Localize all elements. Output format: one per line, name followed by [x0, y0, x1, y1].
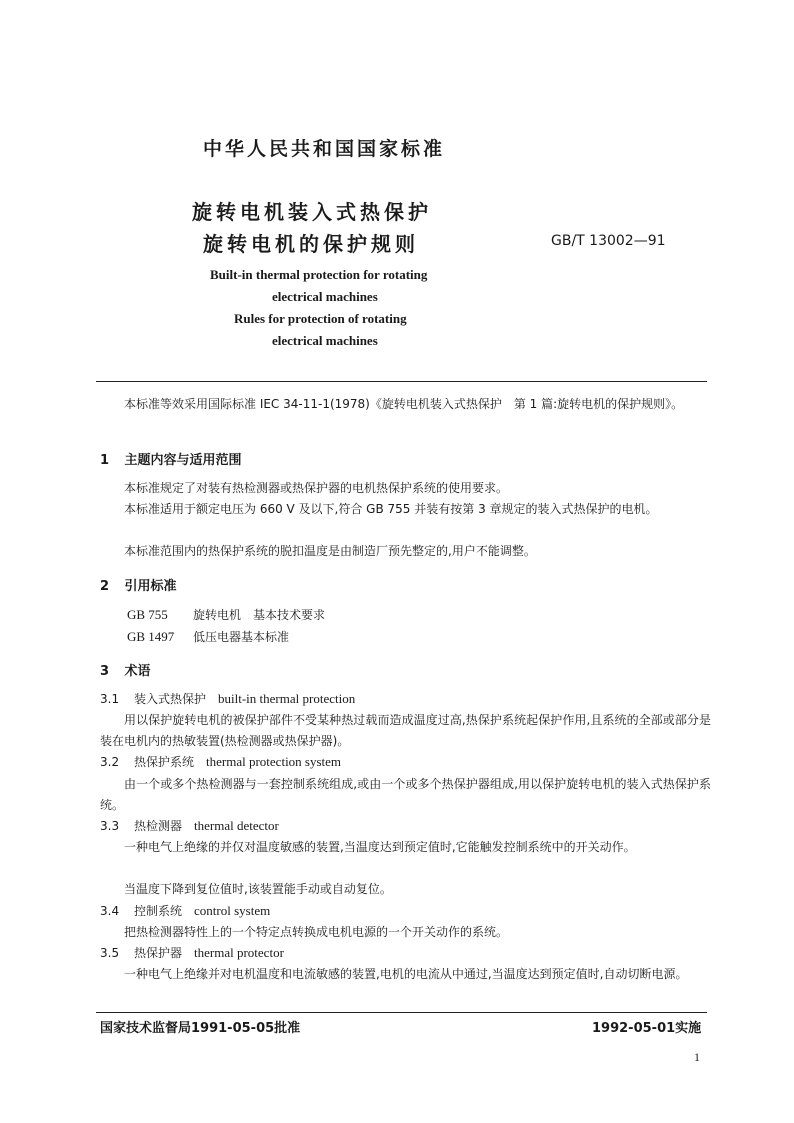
- intro-paragraph: 本标准等效采用国际标准 IEC 34-11-1(1978)《旋转电机装入式热保护 第 1 篇:旋转电机的保护规则》。: [124, 397, 684, 411]
- reference-code: GB 1497: [127, 629, 175, 644]
- standard-code: GB/T 13002—91: [551, 233, 666, 249]
- effective-date: 1992-05-01实施: [592, 1021, 702, 1036]
- term-cn: 控制系统: [134, 904, 183, 918]
- section3-heading: [100, 660, 151, 679]
- approval-date: 国家技术监督局1991-05-05批准: [100, 1021, 301, 1036]
- title-en-line1: Built-in thermal protection for rotating: [210, 267, 428, 282]
- reference-name: 旋转电机 基本技术要求: [193, 608, 326, 622]
- term-cn: 装入式热保护: [134, 692, 207, 706]
- section1-paragraph: 本标准范围内的热保护系统的脱扣温度是由制造厂预先整定的,用户不能调整。: [124, 544, 536, 558]
- reference-name: 低压电器基本标准: [193, 630, 290, 644]
- term-cn: 热保护系统: [134, 755, 195, 769]
- title-cn-line2: 旋转电机的保护规则: [203, 232, 419, 256]
- term-number: 3.2: [100, 755, 120, 769]
- section1-paragraph: 本标准规定了对装有热检测器或热保护器的电机热保护系统的使用要求。: [124, 481, 509, 495]
- section-title: 主题内容与适用范围: [124, 453, 242, 468]
- term-number: 3.5: [100, 946, 120, 960]
- term-en: thermal detector: [194, 818, 279, 833]
- term-number: 3.4: [100, 904, 120, 918]
- term-heading: [100, 690, 355, 707]
- term-definition: 把热检测器特性上的一个特定点转换成电机电源的一个开关动作的系统。: [124, 925, 509, 939]
- top-divider: [96, 381, 707, 382]
- title-en-line3: Rules for protection of rotating: [234, 311, 407, 326]
- term-definition: 一种电气上绝缘的并仅对温度敏感的装置,当温度达到预定值时,它能触发控制系统中的开关动作。: [124, 840, 636, 854]
- reference-item: [127, 628, 289, 645]
- term-definition: 由一个或多个热检测器与一套控制系统组成,或由一个或多个热保护器组成,用以保护旋转电机的装入式热保护系统。: [100, 777, 711, 812]
- section-title: 术语: [124, 664, 151, 679]
- term-en: thermal protection system: [206, 754, 342, 769]
- section-number: 1: [100, 453, 110, 468]
- section-number: 2: [100, 579, 110, 594]
- term-heading: [100, 944, 284, 961]
- title-cn-line1: 旋转电机装入式热保护: [192, 200, 432, 224]
- term-number: 3.1: [100, 692, 120, 706]
- term-en: control system: [194, 903, 271, 918]
- section-number: 3: [100, 664, 110, 679]
- term-heading: [100, 902, 270, 919]
- term-cn: 热检测器: [134, 819, 183, 833]
- title-en-line2: electrical machines: [272, 289, 378, 304]
- term-definition: 一种电气上绝缘并对电机温度和电流敏感的装置,电机的电流从中通过,当温度达到预定值时,自动切断电源。: [124, 967, 688, 981]
- section2-heading: [100, 575, 177, 594]
- section1-heading: [100, 449, 242, 468]
- term-number: 3.3: [100, 819, 120, 833]
- term-cn: 热保护器: [134, 946, 183, 960]
- term-en: built-in thermal protection: [218, 691, 356, 706]
- term-heading: [100, 817, 279, 834]
- term-definition: 用以保护旋转电机的被保护部件不受某种热过载而造成温度过高,热保护系统起保护作用,且系统的全部或部分是装在电机内的热敏装置(热检测器或热保护器)。: [100, 713, 711, 748]
- reference-code: GB 755: [127, 607, 168, 622]
- term-heading: [100, 753, 341, 770]
- term-en: thermal protector: [194, 945, 284, 960]
- page-number: 1: [694, 1050, 700, 1064]
- title-en-line4: electrical machines: [272, 333, 378, 348]
- section-title: 引用标准: [124, 579, 177, 594]
- section1-paragraph: 本标准适用于额定电压为 660 V 及以下,符合 GB 755 并装有按第 3 章规定的装入式热保护的电机。: [124, 502, 658, 516]
- term-definition: 当温度下降到复位值时,该装置能手动或自动复位。: [124, 882, 392, 896]
- national-standard-heading: 中华人民共和国国家标准: [203, 138, 446, 160]
- bottom-divider: [96, 1012, 707, 1013]
- reference-item: [127, 606, 325, 623]
